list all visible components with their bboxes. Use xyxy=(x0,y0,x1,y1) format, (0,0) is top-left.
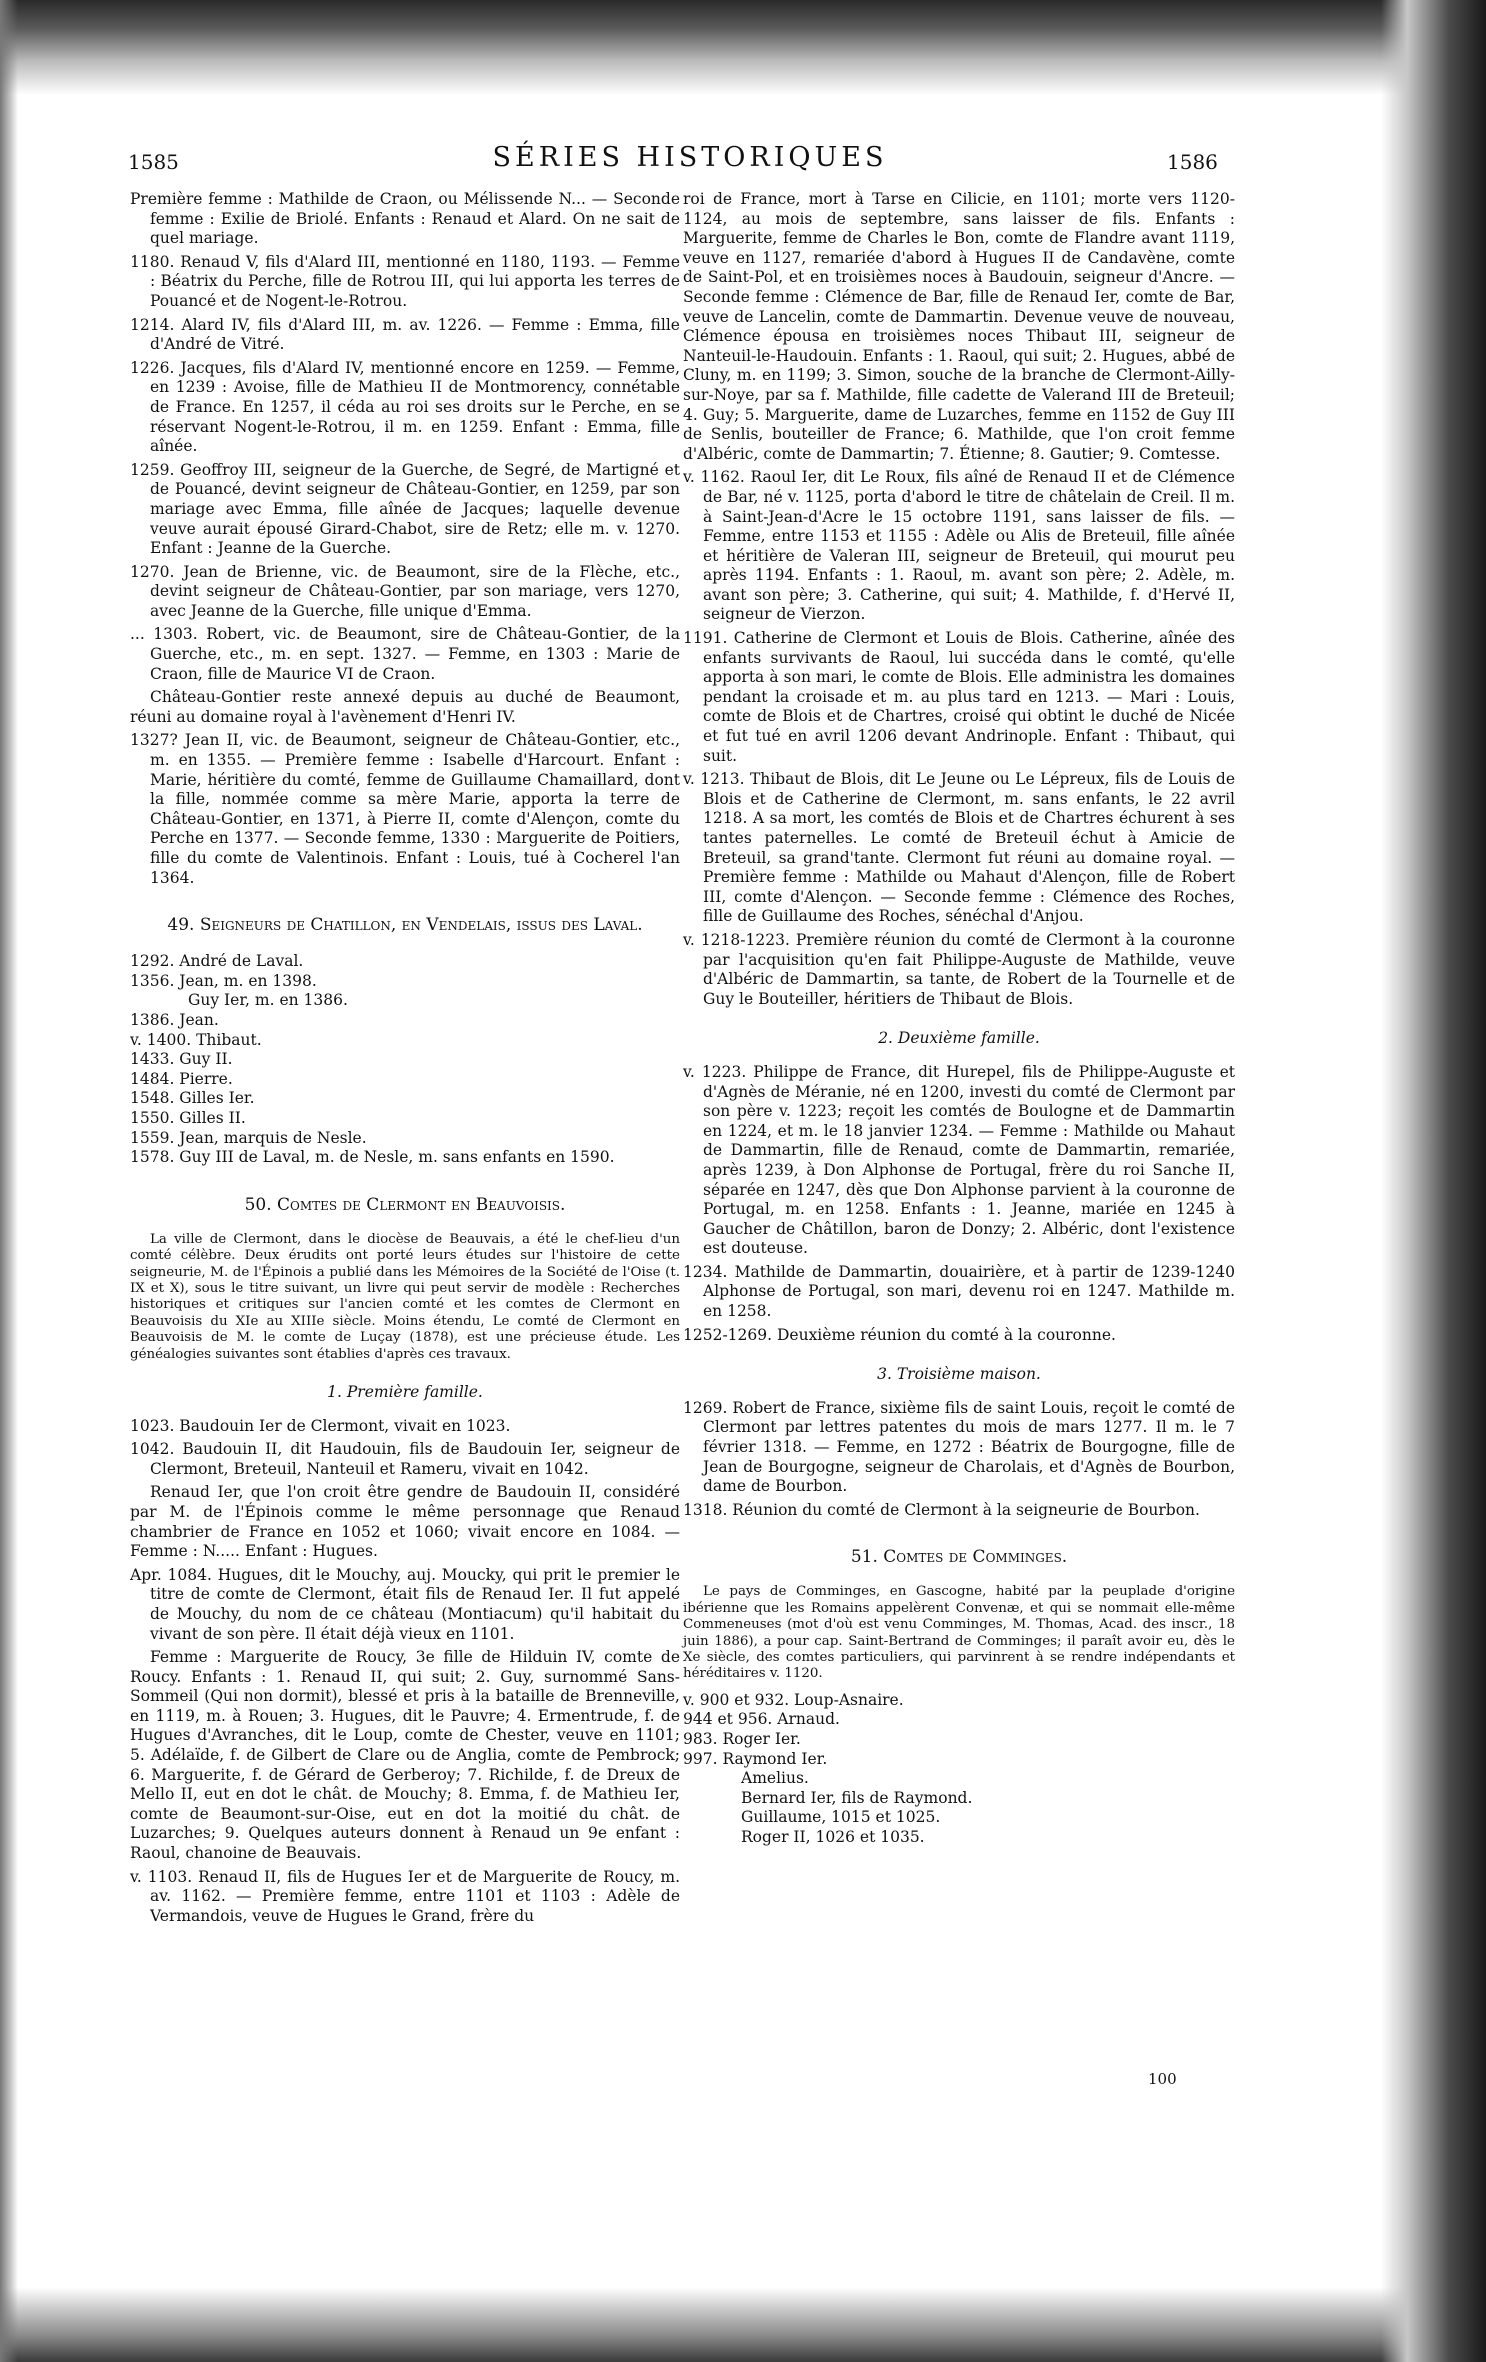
section-heading-51: 51. Comtes de Comminges. xyxy=(850,1547,1068,1568)
subheading-premiere-famille: 1. Première famille. xyxy=(327,1382,483,1401)
entry-text: ... 1303. Robert, vic. de Beaumont, sire de Château-Gontier, de la Guerche, etc., m. en sept. 1327. — Femme, en 1303 : Marie de Craon, fille de Maurice VI de Craon. xyxy=(130,625,680,683)
entry-text: 1214. Alard IV, fils d'Alard III, m. av. 1226. — Femme : Emma, fille d'André de Vitré. xyxy=(130,315,680,354)
list-item: Roger II, 1026 et 1035. xyxy=(741,1828,925,1846)
list-item: 1433. Guy II. xyxy=(130,1050,233,1069)
scan-shadow-right xyxy=(1381,0,1486,2362)
section-intro: La ville de Clermont, dans le diocèse de Beauvais, a été le chef-lieu d'un comté célèbre. Deux érudits ont porté leurs études sur l'histoire de cette seigneurie, M. de l'Épinois a publié dans les Mémoires de la Société de l'Oise (t. IX et X), sous le titre suivant, un livre qui peut servir de modèle : Recherches historiques et critiques sur l'ancien comté et les comtes de Clermont en Beauvoisis du XIe au XIIIe siècle. Moins étendu, Le comté de Clermont en Beauvoisis de M. le comte de Luçay (1878), est une précieuse étude. Les généalogies suivantes sont établies d'après ces travaux. xyxy=(130,1231,680,1362)
scan-shadow-left xyxy=(0,0,18,2362)
page-number-left: 1585 xyxy=(128,150,179,174)
entry-text: 1180. Renaud V, fils d'Alard III, mentionné en 1180, 1193. — Femme : Béatrix du Perche, fille de Rotrou III, qui lui apporta les terres de Pouancé et de Nogent-le-Rotrou. xyxy=(130,252,680,310)
list-item: 997. Raymond Ier. xyxy=(683,1749,828,1768)
entry-text: v. 1162. Raoul Ier, dit Le Roux, fils aîné de Renaud II et de Clémence de Bar, né v. 1125, porta d'abord le titre de châtelain de Creil. Il m. à Saint-Jean-d'Acre le 15 octobre 1191, sans laisser de fils. — Femme, entre 1153 et 1155 : Adèle ou Alis de Breteuil, fille aînée et héritière de Valeran III, seigneur de Breteuil, qui mourut peu après 1194. Enfants : 1. Raoul, m. avant son père; 2. Adèle, m. avant son père; 3. Catherine, qui suit; 4. Mathilde, f. d'Hervé II, seigneur de Vierzon. xyxy=(683,468,1235,624)
list-item: 944 et 956. Arnaud. xyxy=(683,1710,840,1729)
scan-shadow-top xyxy=(0,0,1486,95)
subheading-troisieme-maison: 3. Troisième maison. xyxy=(877,1365,1041,1384)
list-item: Guy Ier, m. en 1386. xyxy=(188,991,348,1010)
paragraph: Femme : Marguerite de Roucy, 3e fille de Hilduin IV, comte de Roucy. Enfants : 1. Renaud II, qui suit; 2. Guy, surnommé Sans-Sommeil (Qui non dormit), blessé et pris à la bataille de Brenneville, en 1119, m. à Rouen; 3. Hugues, dit le Pauvre; 4. Ermentrude, f. de Hugues d'Avranches, dit le Loup, comte de Chester, veuve en 1101; 5. Adélaïde, f. de Gilbert de Clare ou de Anglia, comte de Pembrock; 6. Marguerite, f. de Gérard de Gerberoy; 7. Richilde, f. de Dreux de Mello II, eut en dot le chât. de Mouchy; 8. Emma, f. de Mathieu Ier, comte de Beaumont-sur-Oise, eut en dot la moitié du chât. de Luzarches; 9. Quelques auteurs donnent à Renaud un 9e enfant : Raoul, chanoine de Beauvais. xyxy=(130,1648,680,1863)
page-number-right: 1586 xyxy=(1167,150,1218,174)
list-item: 1356. Jean, m. en 1398. xyxy=(130,971,317,990)
entry-text: 1252-1269. Deuxième réunion du comté à la couronne. xyxy=(683,1325,1116,1344)
left-column xyxy=(130,190,680,1930)
entry-text: v. 1218-1223. Première réunion du comté de Clermont à la couronne par l'acquisition qu'en fait Philippe-Auguste de Mathilde, veuve d'Albéric de Dammartin, sa tante, de Robert de la Tournelle et de Guy le Bouteiller, héritiers de Thibaut de Blois. xyxy=(683,930,1235,1008)
list-item: Amelius. xyxy=(741,1769,809,1788)
entry-text: 1327? Jean II, vic. de Beaumont, seigneur de Château-Gontier, etc., m. en 1355. — Première femme : Isabelle d'Harcourt. Enfant : Marie, héritière du comté, femme de Guillaume Chamaillard, dont la fille, nommée comme sa mère Marie, apporta la terre de Château-Gontier, en 1371, à Pierre II, comte d'Alençon, comte du Perche en 1377. — Seconde femme, 1330 : Marguerite de Poitiers, fille du comte de Valentinois. Enfant : Louis, tué à Cocherel l'an 1364. xyxy=(130,731,680,887)
list-item: 1559. Jean, marquis de Nesle. xyxy=(130,1128,367,1147)
list-item: v. 900 et 932. Loup-Asnaire. xyxy=(683,1690,904,1709)
entry-text: 1023. Baudouin Ier de Clermont, vivait en 1023. xyxy=(130,1416,511,1435)
entry-text: Première femme : Mathilde de Craon, ou Mélissende N... — Seconde femme : Exilie de Briolé. Enfants : Renaud et Alard. On ne sait de quel mariage. xyxy=(130,190,680,248)
running-title: SÉRIES HISTORIQUES xyxy=(492,142,888,173)
list-item: 1578. Guy III de Laval, m. de Nesle, m. sans enfants en 1590. xyxy=(130,1148,615,1167)
section-heading-49: 49. Seigneurs de Chatillon, en Vendelais, issus des Laval. xyxy=(167,915,643,936)
right-column xyxy=(683,190,1235,1848)
entry-text: 1226. Jacques, fils d'Alard IV, mentionné encore en 1259. — Femme, en 1239 : Avoise, fille de Mathieu II de Montmorency, connétable de France. En 1257, il céda au roi ses droits sur le Perche, en se réservant Nogent-le-Rotrou, il m. en 1259. Enfant : Emma, fille aînée. xyxy=(130,358,680,456)
entry-text: 1259. Geoffroy III, seigneur de la Guerche, de Segré, de Martigné et de Pouancé, devint seigneur de Château-Gontier, en 1259, par son mariage avec Emma, fille aînée de Jacques; laquelle devenue veuve aurait épousé Girard-Chabot, sire de Retz; elle m. v. 1270. Enfant : Jeanne de la Guerche. xyxy=(130,460,680,558)
entry-text: 1270. Jean de Brienne, vic. de Beaumont, sire de la Flèche, etc., devint seigneur de Château-Gontier, par son mariage, vers 1270, avec Jeanne de la Guerche, fille unique d'Emma. xyxy=(130,562,680,620)
list-item: 1550. Gilles II. xyxy=(130,1108,246,1127)
list-item: 1386. Jean. xyxy=(130,1010,219,1029)
list-item: Guillaume, 1015 et 1025. xyxy=(741,1808,941,1827)
entry-text: 1191. Catherine de Clermont et Louis de Blois. Catherine, aînée des enfants survivants de Raoul, lui succéda dans le comté, qu'elle apporta à son mari, le comte de Blois. Elle administra les domaines pendant la croisade et m. au plus tard en 1213. — Mari : Louis, comte de Blois et de Chartres, croisé qui obtint le duché de Nicée et fut tué en avril 1206 devant Andrinople. Enfant : Thibaut, qui suit. xyxy=(683,629,1235,765)
list-item: 1548. Gilles Ier. xyxy=(130,1089,255,1108)
list-item: Bernard Ier, fils de Raymond. xyxy=(741,1788,973,1807)
paragraph: Renaud Ier, que l'on croit être gendre de Baudouin II, considéré par M. de l'Épinois comme le même personnage que Renaud chambrier de France en 1052 et 1060; vivait encore en 1084. — Femme : N..... Enfant : Hugues. xyxy=(130,1483,680,1561)
entry-text: Apr. 1084. Hugues, dit le Mouchy, auj. Moucky, qui prit le premier le titre de comte de Clermont, était fils de Renaud Ier. Il fut appelé de Mouchy, du nom de ce château (Montiacum) qu'il habitait du vivant de son père. Il était déjà vieux en 1101. xyxy=(130,1565,680,1643)
section-intro: Le pays de Comminges, en Gascogne, habité par la peuplade d'origine ibérienne que les Romains appelèrent Convenæ, et qui se nommait elle-même Commeneuses (mot d'où est venu Comminges, M. Thomas, Acad. des inscr., 18 juin 1886), a pour cap. Saint-Bertrand de Comminges; il paraît avoir eu, dès le Xe siècle, des comtes particuliers, qui parvinrent à se rendre indépendants et héréditaires v. 1120. xyxy=(683,1584,1235,1682)
scan-shadow-bottom xyxy=(0,2287,1486,2362)
list-item: 1484. Pierre. xyxy=(130,1069,233,1088)
entry-text: 1042. Baudouin II, dit Haudouin, fils de Baudouin Ier, seigneur de Clermont, Breteuil, Nanteuil et Rameru, vivait en 1042. xyxy=(130,1440,680,1478)
paragraph: Château-Gontier reste annexé depuis au duché de Beaumont, réuni au domaine royal à l'avènement d'Henri IV. xyxy=(130,688,680,726)
list-item: 983. Roger Ier. xyxy=(683,1730,801,1749)
list-comtes-comminges xyxy=(683,1691,1235,1848)
subheading-deuxieme-famille: 2. Deuxième famille. xyxy=(878,1029,1040,1048)
section-heading-50: 50. Comtes de Clermont en Beauvoisis. xyxy=(244,1194,566,1215)
entry-text: 1234. Mathilde de Dammartin, douairière, et à partir de 1239-1240 Alphonse de Portugal, son mari, devenu roi en 1247. Mathilde m. en 1258. xyxy=(683,1262,1235,1321)
entry-text: v. 1213. Thibaut de Blois, dit Le Jeune ou Le Lépreux, fils de Louis de Blois et de Catherine de Clermont, m. sans enfants, le 22 avril 1218. A sa mort, les comtés de Blois et de Chartres échurent à ses tantes paternelles. Le comté de Breteuil échut à Amicie de Breteuil, sa grand'tante. Clermont fut réuni au domaine royal. — Première femme : Mathilde ou Mahaut d'Alençon, fille de Robert III, comte d'Alençon. — Seconde femme : Clémence des Roches, fille de Guillaume des Roches, sénéchal d'Anjou. xyxy=(683,770,1235,926)
entry-text: 1318. Réunion du comté de Clermont à la seigneurie de Bourbon. xyxy=(683,1500,1200,1519)
entry-text: 1269. Robert de France, sixième fils de saint Louis, reçoit le comté de Clermont par lettres patentes du mois de mars 1277. Il m. le 7 février 1318. — Femme, en 1272 : Béatrix de Bourgogne, fille de Jean de Bourgogne, seigneur de Charolais, et d'Agnès de Bourbon, dame de Bourbon. xyxy=(683,1398,1235,1496)
list-seigneurs-chatillon xyxy=(130,952,680,1168)
list-item: 1292. André de Laval. xyxy=(130,952,304,971)
page-header xyxy=(0,136,1486,176)
entry-text: v. 1103. Renaud II, fils de Hugues Ier et de Marguerite de Roucy, m. av. 1162. — Première femme, entre 1101 et 1103 : Adèle de Vermandois, veuve de Hugues le Grand, frère du xyxy=(130,1867,680,1925)
list-item: v. 1400. Thibaut. xyxy=(130,1030,262,1049)
entry-text: v. 1223. Philippe de France, dit Hurepel, fils de Philippe-Auguste et d'Agnès de Méranie, né en 1200, investi du comté de Clermont par son père v. 1223; reçoit les comtés de Boulogne et de Dammartin en 1224, et m. le 18 janvier 1234. — Femme : Mathilde ou Mahaut de Dammartin, fille de Renaud, comte de Dammartin, remariée, après 1239, à Don Alphonse de Portugal, frère du roi Sanche II, séparée en 1247, dès que Don Alphonse parvient à la couronne de Portugal, m. en 1258. Enfants : 1. Jeanne, mariée en 1245 à Gaucher de Châtillon, baron de Donzy; 2. Albéric, dont l'existence est douteuse. xyxy=(683,1062,1235,1258)
paragraph: roi de France, mort à Tarse en Cilicie, en 1101; morte vers 1120-1124, au mois de septembre, sans laisser de fils. Enfants : Marguerite, femme de Charles le Bon, comte de Flandre avant 1119, veuve en 1127, remariée d'abord à Hugues II de Candavène, comte de Saint-Pol, et en troisièmes noces à Baudouin, seigneur d'Ancre. — Seconde femme : Clémence de Bar, fille de Renaud Ier, comte de Bar, veuve de Lancelin, comte de Dammartin. Devenue veuve de nouveau, Clémence épousa en troisièmes noces Thibaut III, seigneur de Nanteuil-le-Haudouin. Enfants : 1. Raoul, qui suit; 2. Hugues, abbé de Cluny, m. en 1199; 3. Simon, souche de la branche de Clermont-Ailly-sur-Noye, par sa f. Mathilde, fille cadette de Valerand III de Breteuil; 4. Guy; 5. Marguerite, dame de Luzarches, femme en 1152 de Guy III de Senlis, bouteiller de France; 6. Mathilde, que l'on croit femme d'Albéric, comte de Dammartin; 7. Étienne; 8. Gautier; 9. Comtesse. xyxy=(683,190,1235,463)
signature-mark: 100 xyxy=(1148,2070,1177,2088)
